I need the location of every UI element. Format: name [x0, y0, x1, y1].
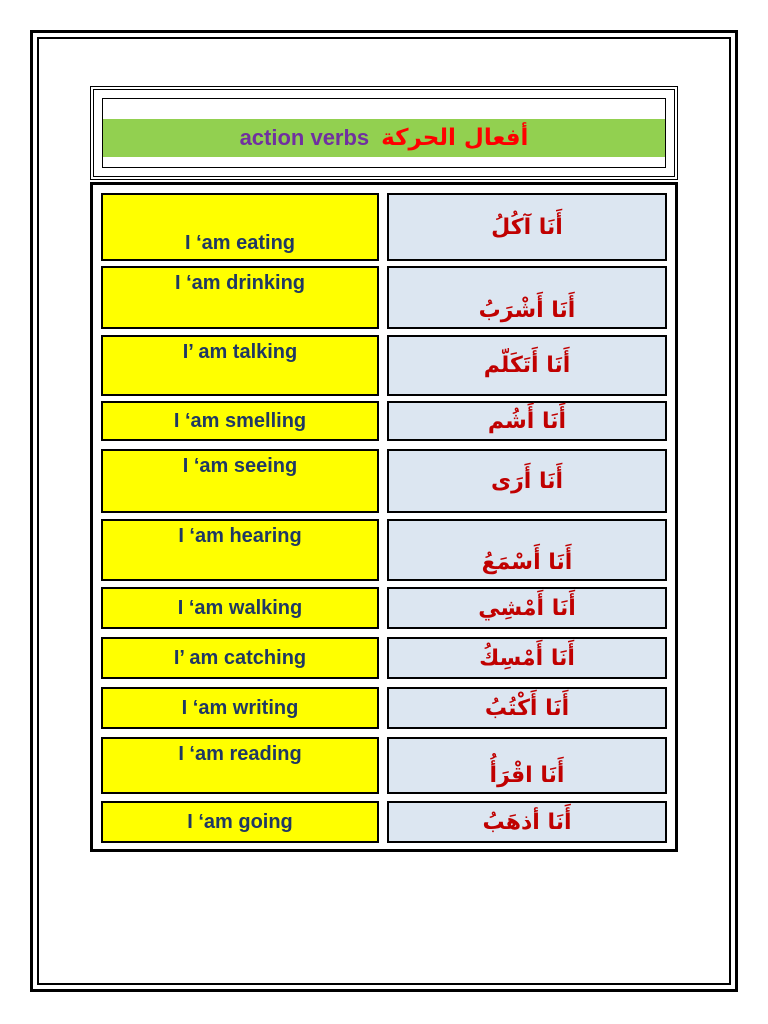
arabic-verb-cell: أَنَا أَمْشِي: [387, 587, 667, 629]
arabic-verb-cell: أَنَا أَكْتُبُ: [387, 687, 667, 729]
table-row-smelling: [101, 401, 667, 441]
english-verb-cell: I ‘am eating: [101, 193, 379, 261]
table-row-eating: [101, 193, 667, 261]
title-arabic: أفعال الحركة: [381, 125, 529, 151]
verbs-table: [90, 182, 678, 852]
english-verb-cell: I ‘am hearing: [101, 519, 379, 581]
english-verb-cell: I’ am talking: [101, 335, 379, 396]
arabic-verb-cell: أَنَا أَشُم: [387, 401, 667, 441]
arabic-verb-cell: أَنَا اقْرَأُ: [387, 737, 667, 794]
arabic-verb-cell: أَنَا أذهَبُ: [387, 801, 667, 843]
arabic-verb-cell: أَنَا أَمْسِكُ: [387, 637, 667, 679]
table-row-going: [101, 801, 667, 843]
title-box-inner: [102, 98, 666, 168]
arabic-verb-cell: أَنَا أَرَى: [387, 449, 667, 513]
table-row-reading: [101, 737, 667, 794]
table-row-walking: [101, 587, 667, 629]
arabic-verb-cell: أَنَا أَتَكَلّم: [387, 335, 667, 396]
table-row-writing: [101, 687, 667, 729]
english-verb-cell: I ‘am smelling: [101, 401, 379, 441]
title-box: [90, 86, 678, 180]
title-english: action verbs: [239, 125, 370, 150]
english-verb-cell: I ‘am drinking: [101, 266, 379, 329]
table-row-hearing: [101, 519, 667, 581]
english-verb-cell: I ‘am reading: [101, 737, 379, 794]
english-verb-cell: I ‘am seeing: [101, 449, 379, 513]
arabic-verb-cell: أَنَا أَسْمَعُ: [387, 519, 667, 581]
table-row-talking: [101, 335, 667, 396]
english-verb-cell: I ‘am going: [101, 801, 379, 843]
title-band: [103, 119, 665, 157]
arabic-verb-cell: أَنَا آكُلُ: [387, 193, 667, 261]
english-verb-cell: I ‘am walking: [101, 587, 379, 629]
table-row-seeing: [101, 449, 667, 513]
english-verb-cell: I’ am catching: [101, 637, 379, 679]
english-verb-cell: I ‘am writing: [101, 687, 379, 729]
table-row-catching: [101, 637, 667, 679]
arabic-verb-cell: أَنَا أَشْرَبُ: [387, 266, 667, 329]
table-row-drinking: [101, 266, 667, 329]
